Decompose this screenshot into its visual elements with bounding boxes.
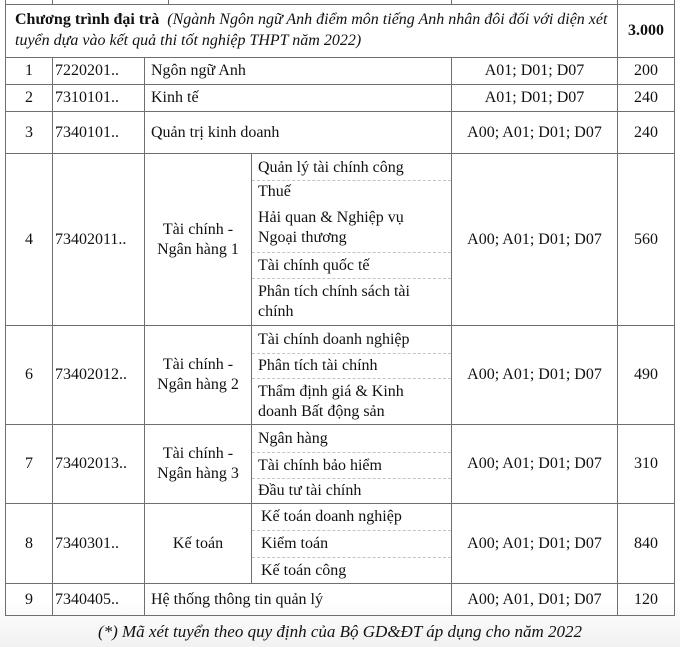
- specialization: Kế toán công: [261, 561, 347, 579]
- specialization: Kiểm toán: [261, 535, 329, 552]
- row-stt: 3: [25, 123, 33, 141]
- row-stt: 1: [25, 62, 33, 79]
- row-code: 7310101..: [55, 89, 119, 106]
- program-note: (Ngành Ngôn ngữ Anh điểm môn tiếng Anh nhân đôi đối với diện xét tuyển dựa vào kết quả thi tốt nghiệp THPT năm 2022): [15, 11, 608, 49]
- row-major: Quản trị kinh doanh: [151, 123, 280, 141]
- row-major: Kinh tế: [151, 89, 199, 106]
- row-code: 73402011..: [55, 230, 127, 248]
- row-code: 7340101..: [55, 123, 119, 141]
- row-code: 7220201..: [55, 62, 119, 79]
- row-quota: 240: [634, 123, 658, 141]
- row-quota: 120: [634, 590, 658, 608]
- row-quota: 490: [634, 366, 658, 383]
- row-combos: A00; A01; D01; D07: [467, 123, 602, 141]
- specialization: Thuế: [258, 183, 291, 200]
- specialization: Quản lý tài chính công: [258, 159, 404, 176]
- grid-line: [5, 615, 675, 616]
- row-combos: A00; A01, D01; D07: [467, 590, 602, 608]
- row-combos: A00; A01; D01; D07: [467, 534, 602, 552]
- row-stt: 2: [25, 89, 33, 106]
- row-quota: 200: [634, 62, 658, 79]
- specialization: Tài chính bảo hiểm: [258, 456, 382, 474]
- row-stt: 9: [25, 590, 33, 608]
- specialization: Tài chính quốc tế: [258, 256, 370, 274]
- row-stt: 7: [25, 455, 33, 472]
- row-quota: 560: [634, 230, 658, 248]
- row-code: 7340301..: [55, 534, 119, 552]
- total-quota: 3.000: [628, 22, 664, 39]
- section-header: [6, 5, 617, 57]
- row-major: Tài chính - Ngân hàng 3: [157, 445, 239, 482]
- specialization: Phân tích chính sách tài chính: [258, 283, 410, 320]
- row-stt: 4: [25, 230, 33, 248]
- row-combos: A01; D01; D07: [484, 62, 585, 79]
- specialization: Phân tích tài chính: [258, 357, 378, 374]
- row-combos: A00; A01; D01; D07: [467, 230, 602, 248]
- row-major: Tài chính - Ngân hàng 2: [157, 356, 239, 393]
- row-combos: A00; A01; D01; D07: [467, 366, 602, 383]
- row-major: Kế toán: [172, 534, 224, 552]
- row-quota: 840: [634, 534, 658, 552]
- footnote: (*) Mã xét tuyển theo quy định của Bộ GD&ĐT áp dụng cho năm 2022: [97, 622, 583, 641]
- row-code: 7340405..: [55, 590, 119, 608]
- row-quota: 240: [634, 89, 658, 106]
- row-major: Hệ thống thông tin quản lý: [151, 590, 323, 608]
- table-right-border: [674, 0, 675, 616]
- row-major: Ngôn ngữ Anh: [151, 62, 246, 79]
- specialization: Thẩm định giá & Kinh doanh Bất động sản: [258, 382, 404, 420]
- specialization: Kế toán doanh nghiệp: [261, 508, 402, 525]
- row-combos: A01; D01; D07: [484, 89, 585, 106]
- row-stt: 8: [25, 534, 33, 552]
- row-major: Tài chính - Ngân hàng 1: [157, 220, 239, 258]
- program-label: Chương trình đại trà: [15, 11, 160, 28]
- row-code: 73402013..: [55, 455, 127, 472]
- specialization: Hải quan & Nghiệp vụ Ngoại thương: [258, 209, 404, 246]
- row-combos: A00; A01; D01; D07: [467, 455, 602, 472]
- row-code: 73402012..: [55, 366, 127, 383]
- row-quota: 310: [634, 455, 658, 472]
- specialization: Đầu tư tài chính: [258, 482, 362, 499]
- row-stt: 6: [25, 366, 33, 383]
- specialization: Ngân hàng: [258, 429, 328, 447]
- specialization: Tài chính doanh nghiệp: [258, 331, 410, 348]
